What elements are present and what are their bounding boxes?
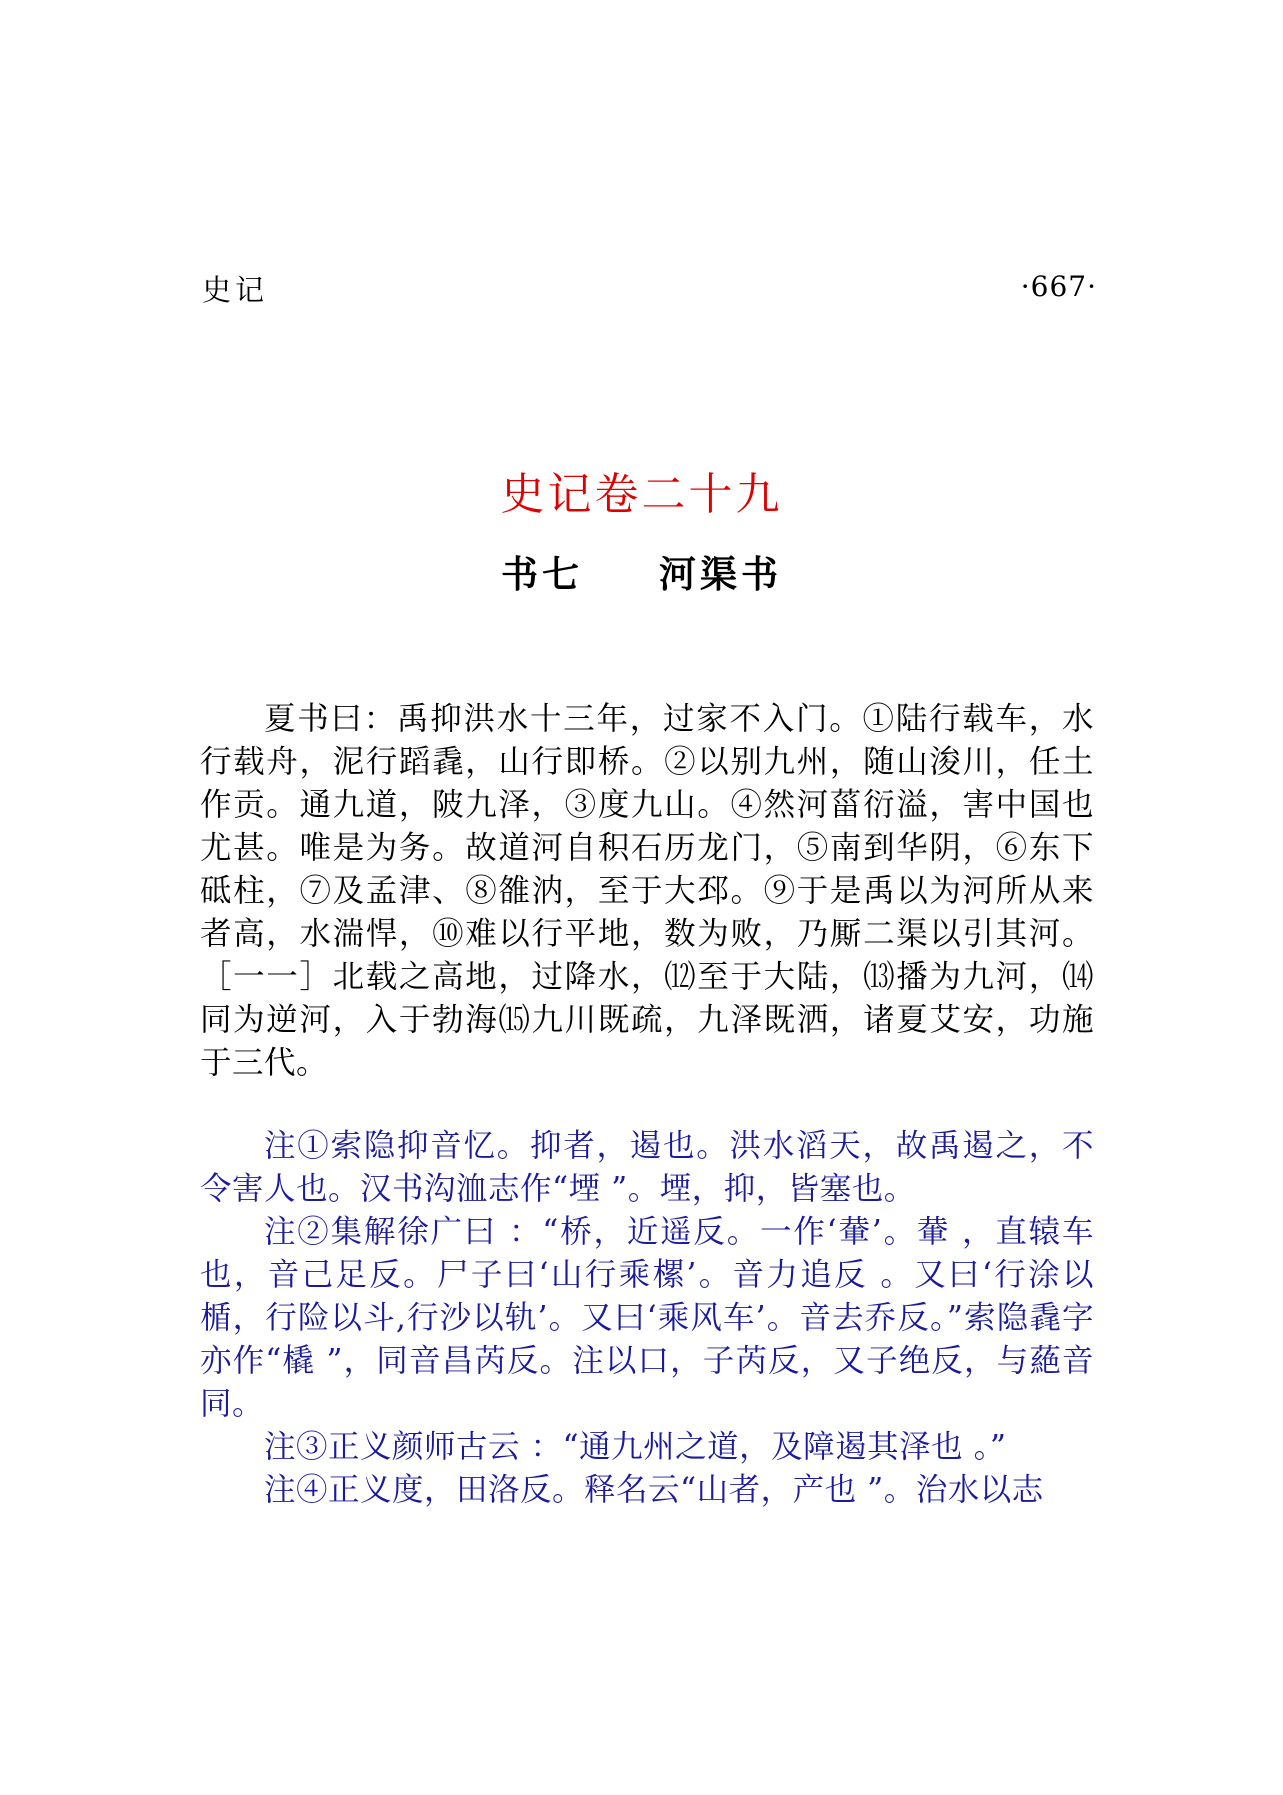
page-number: ·667· bbox=[1020, 270, 1097, 303]
note-3: 注③正义颜师古云 ：“通九州之道，及障遏其泽也 。” bbox=[264, 1429, 1007, 1465]
running-head: 史记 bbox=[202, 273, 269, 307]
note-2: 注②集解徐广曰 ：“桥，近遥反。一作‘輂’。輂 ，直辕车也，音己足反。尸子曰‘山行乘樏’。音力追反 。又曰‘行涂以楯，行险以斗,行沙以轨’。又曰‘乘风车’。音去乔反。”索隐毳字亦作“橇 ”，同音昌芮反。注以口，子芮反，又子绝反，与蕝音同。 bbox=[200, 1214, 1094, 1422]
section-title-part: 书七 bbox=[501, 553, 583, 596]
notes-section bbox=[200, 1125, 1094, 1512]
main-paragraph: 夏书曰：禹抑洪水十三年，过家不入门。①陆行载车，水行载舟，泥行蹈毳，山行即桥。②以别九州，随山浚川，任土作贡。通九道，陂九泽，③度九山。④然河菑衍溢，害中国也尤甚。唯是为务。故道河自积石历龙门，⑤南到华阴，⑥东下砥柱，⑦及孟津、⑧雒汭，至于大邳。⑨于是禹以为河所从来者高，水湍悍，⑩难以行平地，数为败，乃厮二渠以引其河。［一一］北载之高地，过降水，⑿至于大陆，⒀播为九河，⒁同为逆河，入于勃海⒂九川既疏，九泽既洒，诸夏艾安，功施于三代。 bbox=[200, 701, 1094, 1081]
section-title-name: 河渠书 bbox=[659, 553, 782, 596]
section-title bbox=[0, 544, 1283, 598]
chapter-title: 史记卷二十九 bbox=[500, 469, 783, 520]
note-4: 注④正义度，田洛反。释名云“山者，产也 ”。治水以志 bbox=[264, 1472, 1044, 1508]
note-1: 注①索隐抑音忆。抑者，遏也。洪水滔天，故禹遏之，不令害人也。汉书沟洫志作“堙 ”。堙，抑，皆塞也。 bbox=[200, 1128, 1094, 1207]
